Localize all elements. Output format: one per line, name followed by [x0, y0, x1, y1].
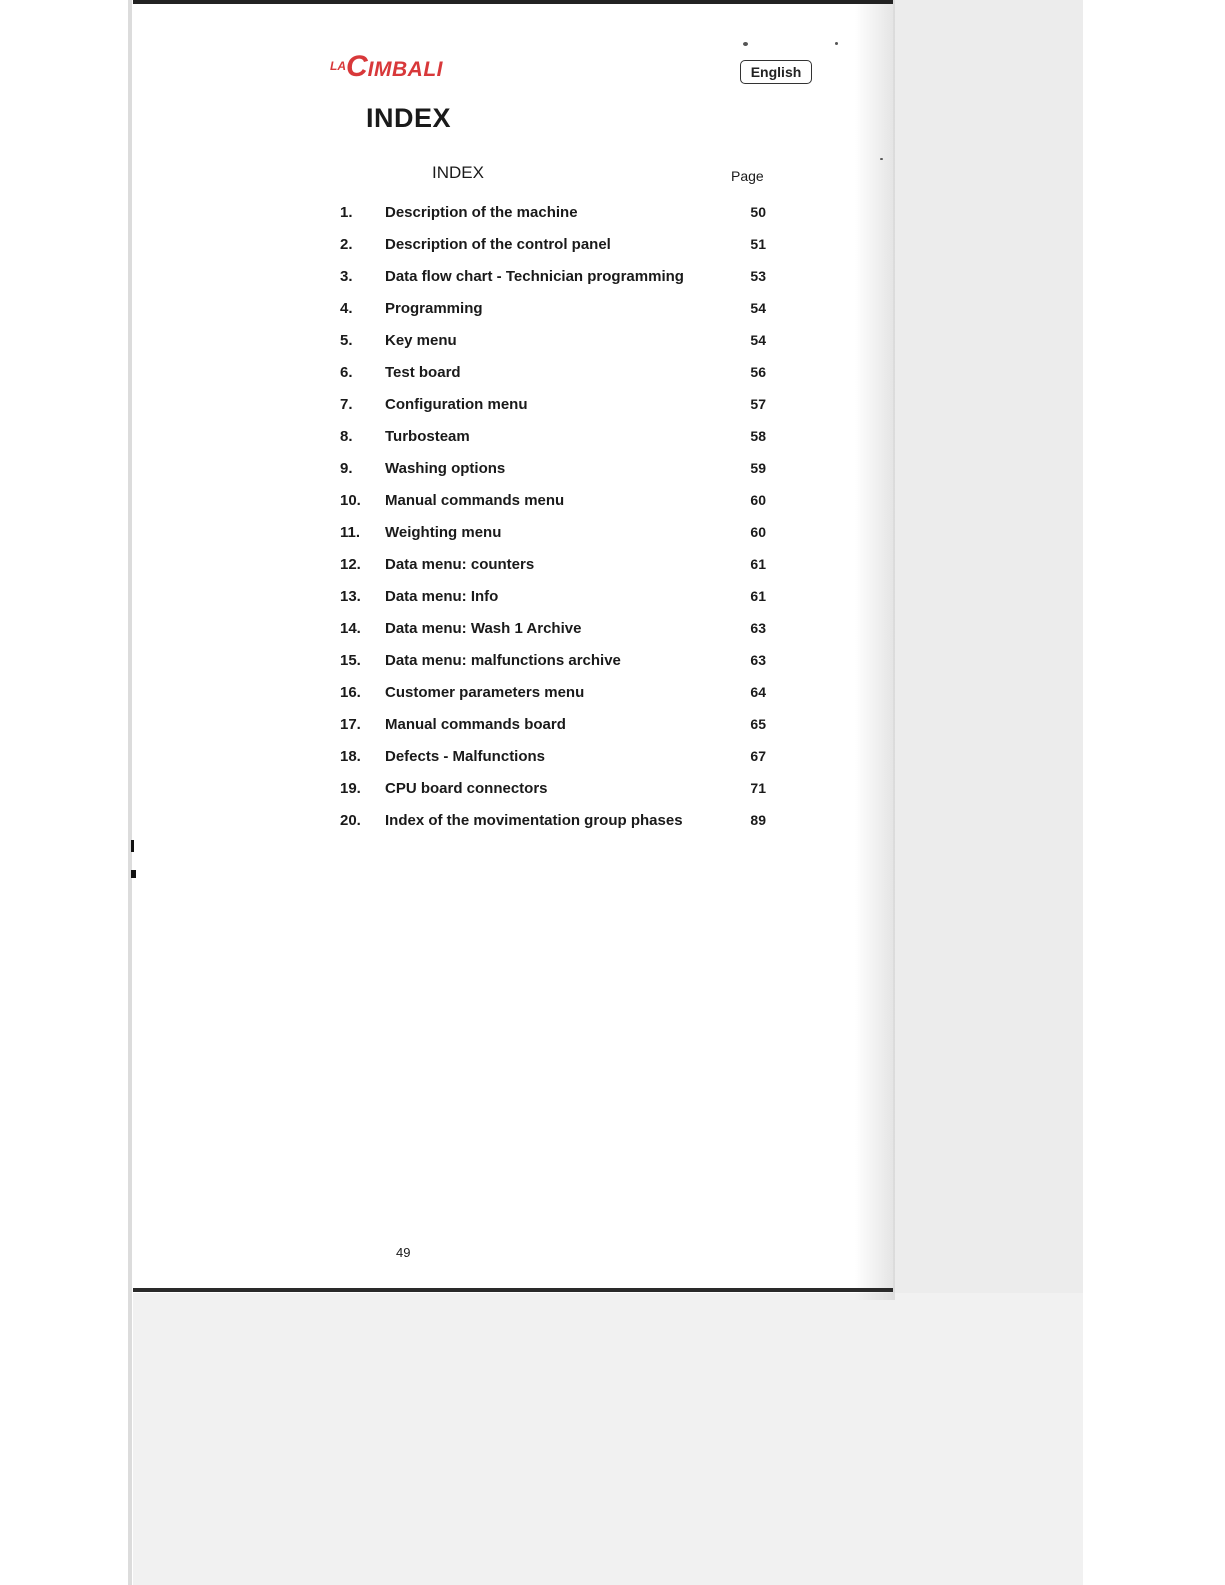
entry-page: 56 — [750, 364, 766, 380]
entry-number: 3. — [340, 268, 353, 285]
entry-number: 18. — [340, 748, 361, 765]
index-entry — [330, 360, 780, 392]
entry-title: Description of the control panel — [385, 236, 611, 253]
index-entry — [330, 680, 780, 712]
entry-number: 9. — [340, 460, 353, 477]
index-entry — [330, 552, 780, 584]
entry-page: 60 — [750, 492, 766, 508]
index-entry — [330, 520, 780, 552]
index-entry — [330, 776, 780, 808]
page-title: INDEX — [366, 103, 452, 133]
entry-number: 4. — [340, 300, 353, 317]
page-bottom-edge — [133, 1288, 893, 1292]
entry-page: 61 — [750, 588, 766, 604]
entry-number: 12. — [340, 556, 361, 573]
language-badge: English — [740, 60, 812, 84]
entry-page: 71 — [750, 780, 766, 796]
entry-page: 67 — [750, 748, 766, 764]
page-column-header: Page — [731, 168, 764, 184]
scan-margin-right — [893, 0, 1083, 1305]
entry-number: 7. — [340, 396, 353, 413]
entry-number: 15. — [340, 652, 361, 669]
entry-title: Weighting menu — [385, 524, 502, 541]
index-entry — [330, 616, 780, 648]
entry-title: Turbosteam — [385, 428, 470, 445]
index-entry — [330, 712, 780, 744]
entry-number: 13. — [340, 588, 361, 605]
entry-title: Data flow chart - Technician programming — [385, 268, 684, 285]
entry-number: 20. — [340, 812, 361, 829]
index-list — [330, 200, 780, 840]
entry-page: 63 — [750, 652, 766, 668]
entry-page: 51 — [750, 236, 766, 252]
entry-title: Manual commands menu — [385, 492, 565, 509]
index-entry — [330, 424, 780, 456]
entry-page: 64 — [750, 684, 766, 700]
entry-page: 60 — [750, 524, 766, 540]
scan-artifact — [131, 840, 139, 900]
entry-number: 8. — [340, 428, 353, 445]
entry-title: Data menu: counters — [385, 556, 535, 573]
brand-logo: $^{LA}$CIMBALI — [330, 50, 443, 83]
entry-page: 54 — [750, 300, 766, 316]
entry-title: Programming — [385, 300, 483, 317]
entry-number: 14. — [340, 620, 361, 637]
scan-edge — [128, 0, 132, 1585]
index-entry — [330, 584, 780, 616]
entry-page: 59 — [750, 460, 766, 476]
entry-title: Washing options — [385, 460, 506, 477]
entry-title: Manual commands board — [385, 716, 566, 733]
index-entry — [330, 328, 780, 360]
page-fold-shadow — [855, 0, 895, 1300]
scan-margin-bottom — [133, 1293, 1083, 1585]
entry-page: 89 — [750, 812, 766, 828]
entry-number: 2. — [340, 236, 353, 253]
entry-title: Data menu: Info — [385, 588, 499, 605]
entry-page: 63 — [750, 620, 766, 636]
entry-number: 6. — [340, 364, 353, 381]
entry-title: Description of the machine — [385, 204, 578, 221]
entry-page: 57 — [750, 396, 766, 412]
entry-number: 17. — [340, 716, 361, 733]
index-entry — [330, 648, 780, 680]
scan-margin-far-right — [1083, 0, 1225, 1585]
entry-page: 58 — [750, 428, 766, 444]
index-entry — [330, 200, 780, 232]
entry-title: Configuration menu — [385, 396, 528, 413]
page-number: 49 — [396, 1245, 411, 1260]
entry-title: Data menu: Wash 1 Archive — [385, 620, 582, 637]
scan-margin-left — [0, 0, 133, 1585]
entry-title: Index of the movimentation group phases — [385, 812, 683, 829]
index-entry — [330, 744, 780, 776]
index-entry — [330, 296, 780, 328]
entry-title: Key menu — [385, 332, 457, 349]
scan-speck — [880, 158, 883, 160]
index-entry — [330, 808, 780, 840]
entry-title: Defects - Malfunctions — [385, 748, 546, 765]
page-top-edge — [133, 0, 893, 4]
entry-number: 5. — [340, 332, 353, 349]
index-entry — [330, 264, 780, 296]
entry-page: 54 — [750, 332, 766, 348]
entry-page: 50 — [750, 204, 766, 220]
entry-title: Test board — [385, 364, 461, 381]
entry-number: 16. — [340, 684, 361, 701]
entry-title: CPU board connectors — [385, 780, 548, 797]
index-entry — [330, 488, 780, 520]
entry-page: 61 — [750, 556, 766, 572]
entry-number: 10. — [340, 492, 361, 509]
index-entry — [330, 232, 780, 264]
entry-title: Data menu: malfunctions archive — [385, 652, 621, 669]
entry-number: 11. — [340, 524, 361, 541]
entry-number: 19. — [340, 780, 361, 797]
index-table-title: INDEX — [432, 163, 484, 182]
scan-speck — [743, 42, 748, 46]
entry-page: 53 — [750, 268, 766, 284]
index-entry — [330, 392, 780, 424]
entry-number: 1. — [340, 204, 353, 221]
scan-speck — [835, 42, 838, 45]
index-entry — [330, 456, 780, 488]
entry-title: Customer parameters menu — [385, 684, 585, 701]
entry-page: 65 — [750, 716, 766, 732]
